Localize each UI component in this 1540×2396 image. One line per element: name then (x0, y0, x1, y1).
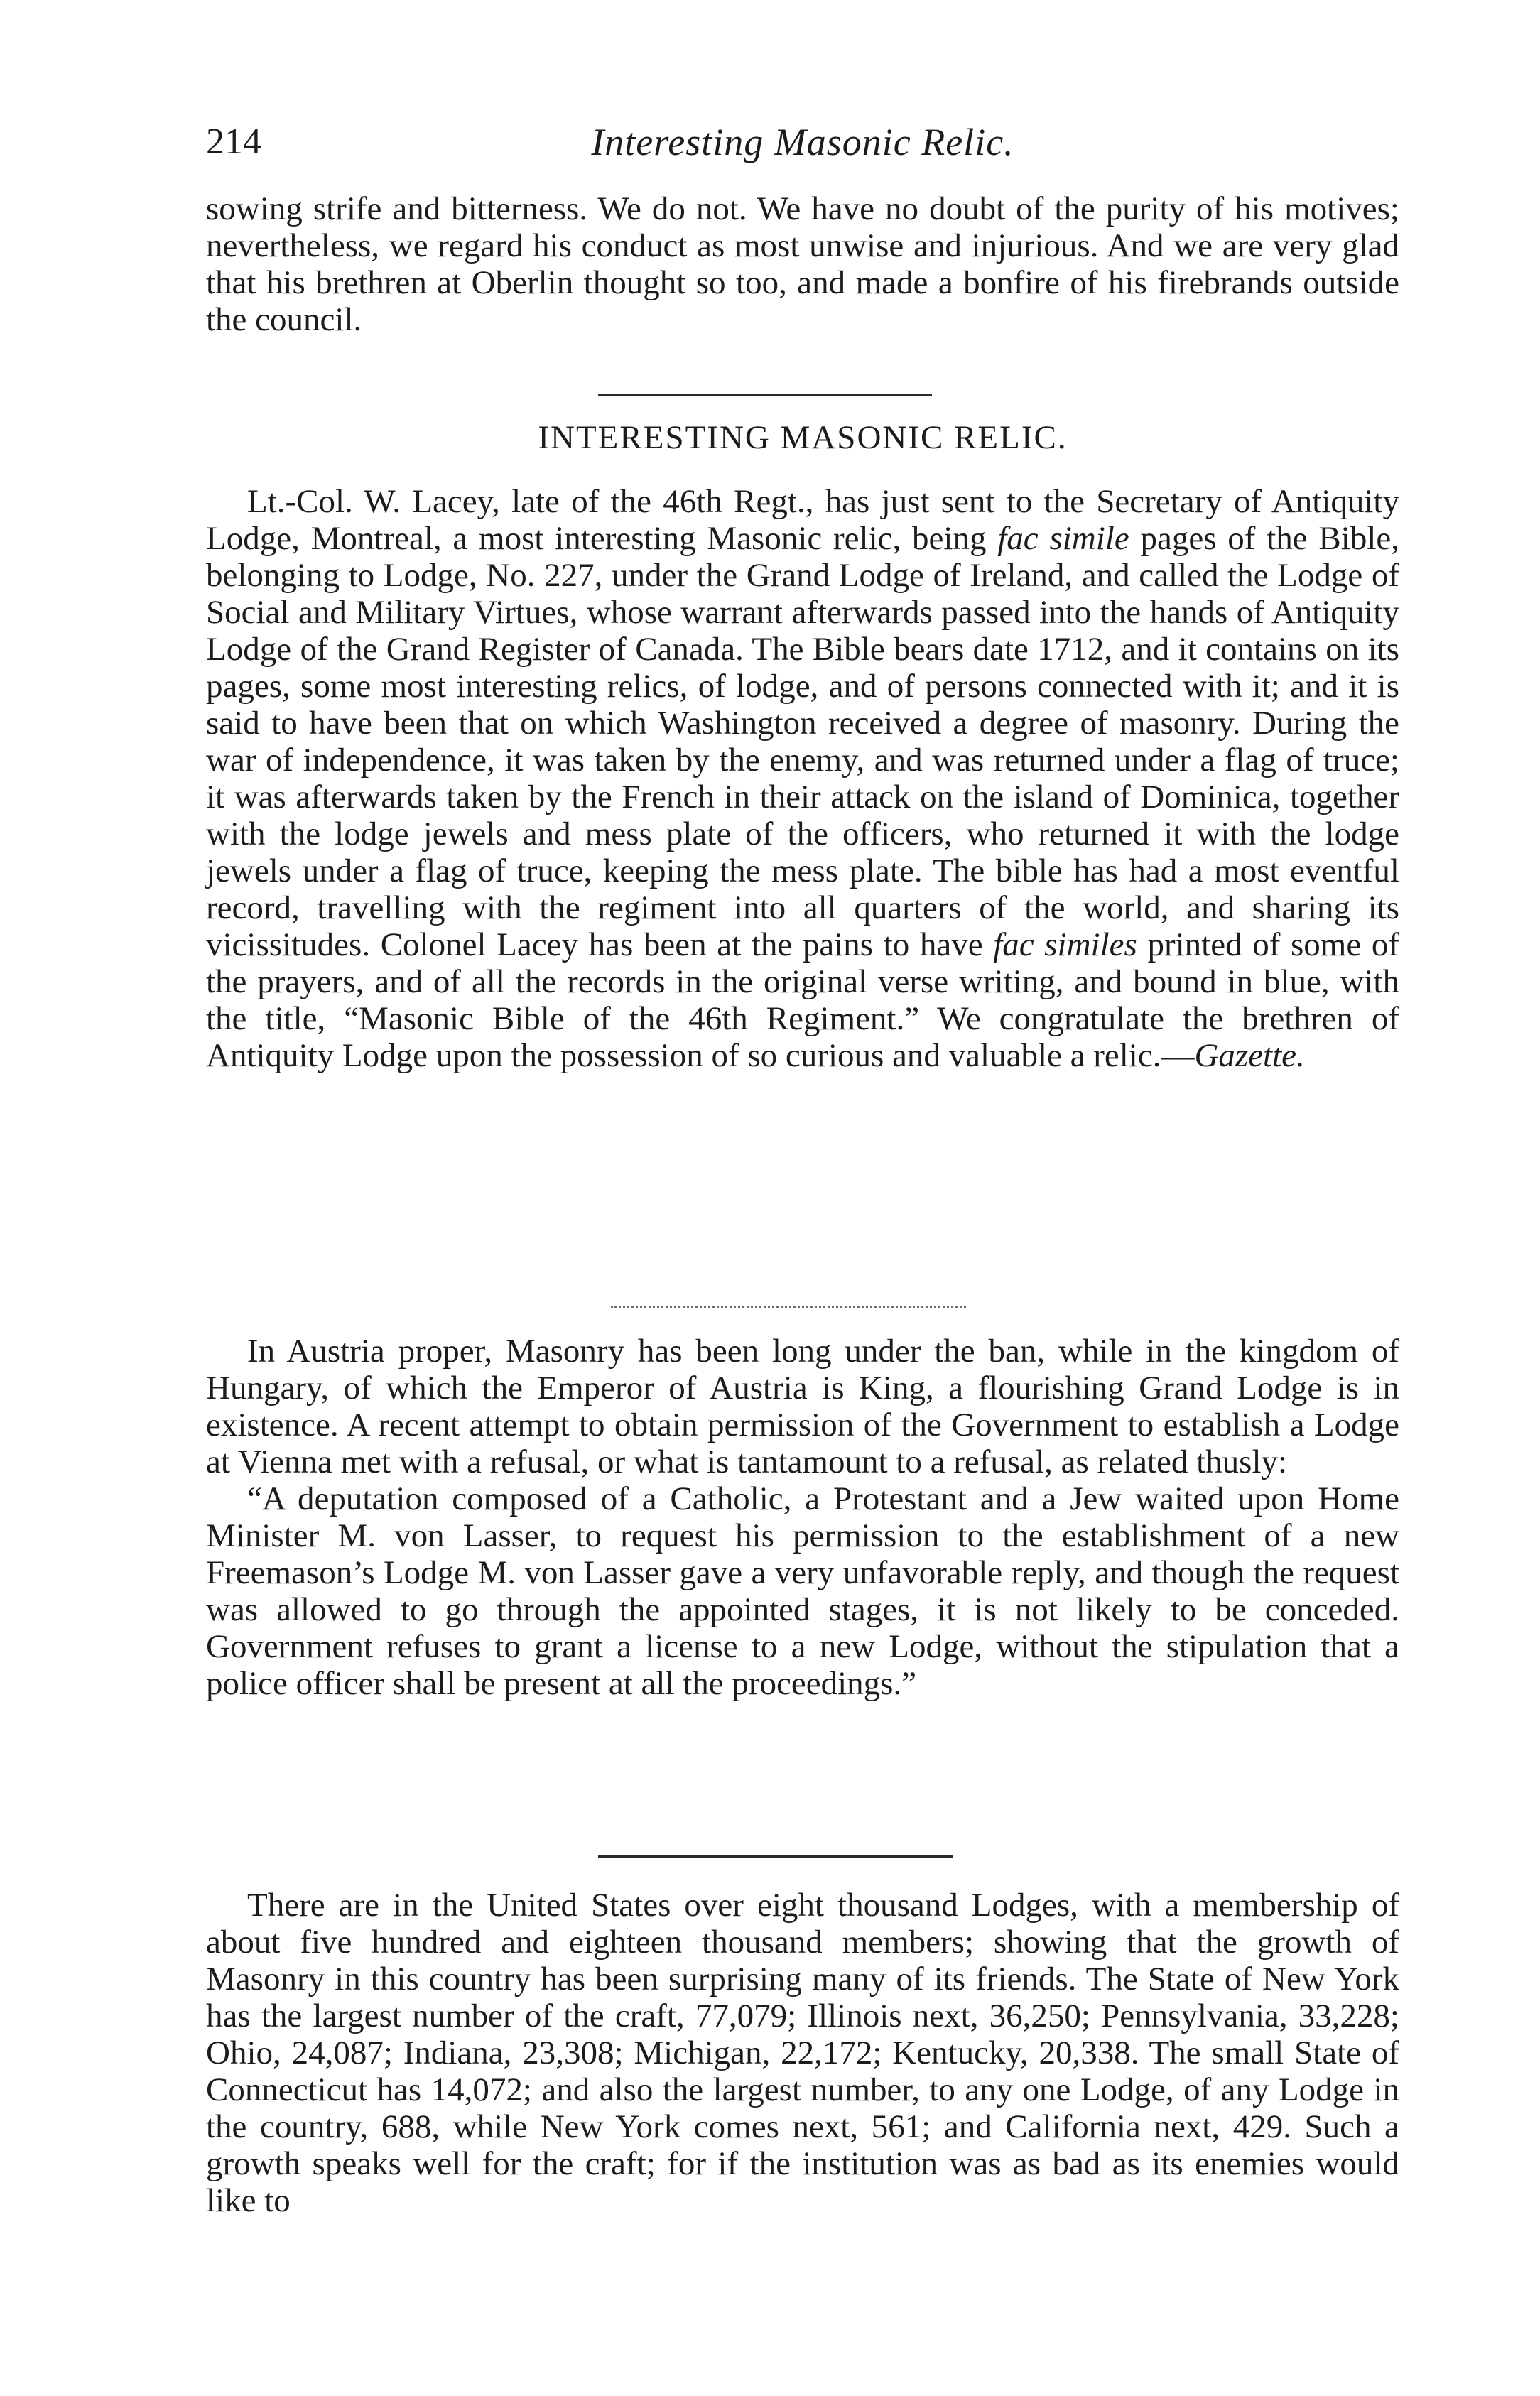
continuation-text: sowing strife and bitterness. We do not. We have no doubt of the purity of his motives; nevertheless, we regard his conduct as most unwise and injurious. And we are very glad that his brethren at Oberlin thought so too, and made a bonfire of his firebrands outside the council. (206, 190, 1399, 338)
article-source: Gazette. (1194, 1037, 1305, 1074)
article-italic-2: fac similes (993, 926, 1137, 963)
article-text-2: pages of the Bible, belonging to Lodge, No. 227, under the Grand Lodge of Ireland, and called the Lodge of Social and Military Virtues, whose warrant afterwards passed into the hands of Antiquity Lodge of the Grand Register of Canada. The Bible bears date 1712, and it contains on its pages, some most interesting relics, of lodge, and of persons connected with it; and it is said to have been that on which Washington received a degree of masonry. During the war of independence, it was taken by the enemy, and was returned under a flag of truce; it was afterwards taken by the French in their attack on the island of Dominica, together with the lodge jewels and mess plate of the officers, who returned it with the lodge jewels under a flag of truce, keeping the mess plate. The bible has had a most eventful record, travelling with the regiment into all quarters of the world, and sharing its vicissitudes. Colonel Lacey has been at the pains to have (206, 520, 1399, 963)
running-head (206, 114, 1399, 170)
section-divider-1 (598, 394, 932, 396)
article-body (206, 483, 1399, 1074)
continuation-paragraph (206, 190, 1399, 338)
article-italic-1: fac simile (997, 520, 1129, 557)
united-states-section (206, 1887, 1399, 2219)
section-divider-3 (598, 1855, 953, 1858)
article-text-3: printed of some of the prayers, and of all the records in the original verse writing, and bound in blue, with the title, “Masonic Bible of the 46th Regiment.” We congratulate the brethren of Antiquity Lodge upon the possession of so curious and valuable a relic.— (206, 926, 1399, 1074)
page-number: 214 (206, 121, 261, 162)
article-heading: INTERESTING MASONIC RELIC. (538, 419, 1068, 456)
austria-paragraph: In Austria proper, Masonry has been long under the ban, while in the kingdom of Hungary, of which the Emperor of Austria is King, a flourishing Grand Lodge is in existence. A recent attempt to obtain permission of the Government to establish a Lodge at Vienna met with a refusal, or what is tantamount to a refusal, as related thusly: (206, 1333, 1399, 1480)
article-paragraph (206, 483, 1399, 1074)
running-title: Interesting Masonic Relic. (591, 121, 1014, 163)
united-states-paragraph: There are in the United States over eight thousand Lodges, with a membership of about five hundred and eighteen thousand members; showing that the growth of Masonry in this country has been surprising many of its friends. The State of New York has the largest number of the craft, 77,079; Illinois next, 36,250; Pennsylvania, 33,228; Ohio, 24,087; Indiana, 23,308; Michigan, 22,172; Kentucky, 20,338. The small State of Connecticut has 14,072; and also the largest number, to any one Lodge, of any Lodge in the country, 688, while New York comes next, 561; and California next, 429. Such a growth speaks well for the craft; for if the institution was as bad as its enemies would like to (206, 1887, 1399, 2219)
article-text-1: Lt.-Col. W. Lacey, late of the 46th Regt., has just sent to the Secretary of Antiquity Lodge, Montreal, a most interesting Masonic relic, being (206, 483, 1399, 557)
austria-section (206, 1333, 1399, 1702)
section-divider-2 (611, 1306, 966, 1308)
austria-quote: “A deputation composed of a Catholic, a Protestant and a Jew waited upon Home Minister M. von Lasser, to request his permission to the establishment of a new Freemason’s Lodge M. von Lasser gave a very unfavorable reply, and though the request was allowed to go through the appointed stages, it is not likely to be conceded. Government refuses to grant a license to a new Lodge, without the stipulation that a police officer shall be present at all the proceedings.” (206, 1480, 1399, 1702)
